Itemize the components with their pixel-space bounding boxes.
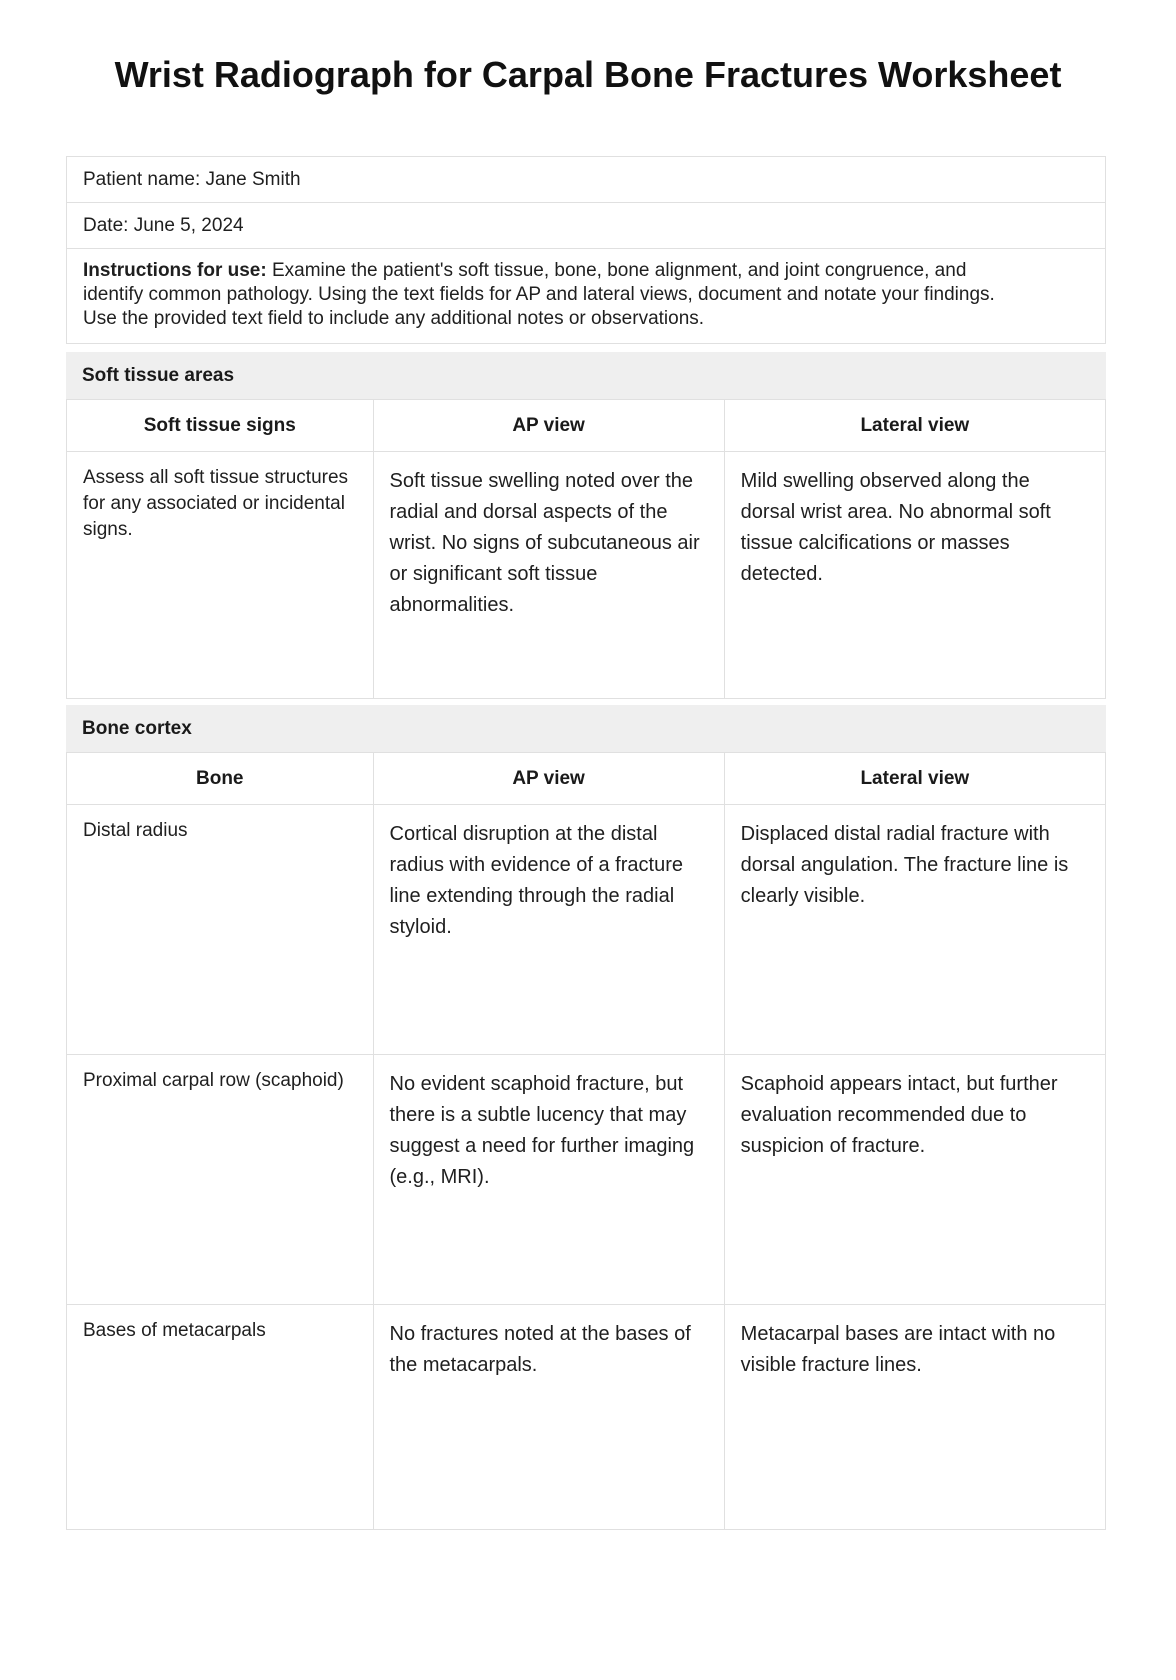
proximal-carpal-row-ap-view-field[interactable]: No evident scaphoid fracture, but there is a subtle lucency that may suggest a need for further imaging (e.g., MRI). bbox=[373, 1055, 724, 1305]
bone-label-distal-radius: Distal radius bbox=[67, 805, 374, 1055]
worksheet-body bbox=[66, 156, 1106, 1530]
soft-tissue-table bbox=[66, 399, 1106, 699]
soft-tissue-header-row bbox=[67, 400, 1106, 452]
section-header-soft-tissue-areas: Soft tissue areas bbox=[66, 352, 1106, 399]
bone-cortex-header-row bbox=[67, 753, 1106, 805]
column-header-soft-tissue-signs: Soft tissue signs bbox=[67, 400, 374, 452]
bone-cortex-table bbox=[66, 752, 1106, 1530]
column-header-lateral-view: Lateral view bbox=[724, 400, 1105, 452]
bone-label-bases-of-metacarpals: Bases of metacarpals bbox=[67, 1305, 374, 1530]
patient-name-field bbox=[66, 156, 1106, 203]
metacarpal-bases-ap-view-field[interactable]: No fractures noted at the bases of the metacarpals. bbox=[373, 1305, 724, 1530]
instructions-text: Examine the patient's soft tissue, bone, bone alignment, and joint congruence, and identify common pathology. Using the text fields for AP and lateral views, document and notate your findings. Use the provided text field to include any additional notes or observations. bbox=[83, 260, 995, 330]
column-header-lateral-view: Lateral view bbox=[724, 753, 1105, 805]
table-row bbox=[67, 452, 1106, 699]
date-field bbox=[66, 202, 1106, 249]
instructions-box bbox=[66, 248, 1106, 344]
date-label: Date: bbox=[83, 215, 129, 237]
patient-name-value[interactable]: Jane Smith bbox=[205, 169, 301, 191]
table-row bbox=[67, 805, 1106, 1055]
column-header-bone: Bone bbox=[67, 753, 374, 805]
patient-name-label: Patient name: bbox=[83, 169, 201, 191]
table-row bbox=[67, 1055, 1106, 1305]
section-soft-tissue-areas bbox=[66, 352, 1106, 699]
soft-tissue-lateral-view-field[interactable]: Mild swelling observed along the dorsal wrist area. No abnormal soft tissue calcifications or masses detected. bbox=[724, 452, 1105, 699]
date-value[interactable]: June 5, 2024 bbox=[133, 215, 244, 237]
distal-radius-lateral-view-field[interactable]: Displaced distal radial fracture with dorsal angulation. The fracture line is clearly visible. bbox=[724, 805, 1105, 1055]
soft-tissue-ap-view-field[interactable]: Soft tissue swelling noted over the radial and dorsal aspects of the wrist. No signs of subcutaneous air or significant soft tissue abnormalities. bbox=[373, 452, 724, 699]
column-header-ap-view: AP view bbox=[373, 753, 724, 805]
column-header-ap-view: AP view bbox=[373, 400, 724, 452]
page-title: Wrist Radiograph for Carpal Bone Fractures Worksheet bbox=[114, 54, 1062, 95]
section-bone-cortex bbox=[66, 705, 1106, 1530]
distal-radius-ap-view-field[interactable]: Cortical disruption at the distal radius with evidence of a fracture line extending through the radial styloid. bbox=[373, 805, 724, 1055]
soft-tissue-signs-label-cell: Assess all soft tissue structures for any associated or incidental signs. bbox=[67, 452, 374, 699]
bone-label-proximal-carpal-row: Proximal carpal row (scaphoid) bbox=[67, 1055, 374, 1305]
instructions-label: Instructions for use: bbox=[83, 260, 267, 282]
metacarpal-bases-lateral-view-field[interactable]: Metacarpal bases are intact with no visible fracture lines. bbox=[724, 1305, 1105, 1530]
section-header-bone-cortex: Bone cortex bbox=[66, 705, 1106, 752]
table-row bbox=[67, 1305, 1106, 1530]
proximal-carpal-row-lateral-view-field[interactable]: Scaphoid appears intact, but further evaluation recommended due to suspicion of fracture. bbox=[724, 1055, 1105, 1305]
